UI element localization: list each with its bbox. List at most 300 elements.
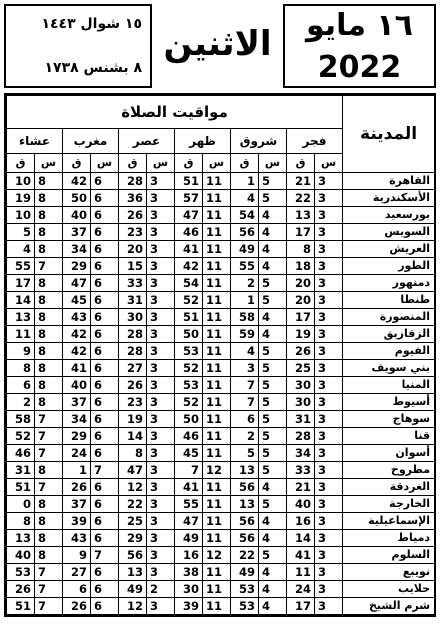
unit-hour-maghrib: س: [91, 154, 119, 173]
minute-cell-maghrib: 42: [63, 326, 91, 343]
hour-cell-isha: 8: [35, 292, 63, 309]
minute-cell-maghrib: 37: [63, 224, 91, 241]
table-row: [7, 411, 435, 428]
minute-cell-maghrib: 42: [63, 343, 91, 360]
hour-cell-shuruq: 5: [259, 343, 287, 360]
hour-cell-shuruq: 4: [259, 224, 287, 241]
minute-cell-shuruq: 56: [231, 530, 259, 547]
hour-cell-shuruq: 5: [259, 445, 287, 462]
table-row: [7, 564, 435, 581]
hour-cell-maghrib: 7: [91, 547, 119, 564]
minute-cell-maghrib: 39: [63, 513, 91, 530]
hour-cell-dhuhr: 11: [203, 190, 231, 207]
hour-cell-asr: 3: [147, 343, 175, 360]
minute-cell-dhuhr: 30: [175, 581, 203, 598]
hour-cell-dhuhr: 12: [203, 462, 231, 479]
minute-cell-asr: 49: [119, 581, 147, 598]
hour-cell-asr: 3: [147, 190, 175, 207]
minute-cell-shuruq: 2: [231, 428, 259, 445]
minute-cell-isha: 14: [7, 292, 35, 309]
hour-cell-dhuhr: 11: [203, 513, 231, 530]
hour-cell-isha: 8: [35, 190, 63, 207]
hour-cell-fajr: 3: [315, 394, 343, 411]
minute-cell-shuruq: 49: [231, 241, 259, 258]
hour-cell-isha: 8: [35, 173, 63, 190]
hour-cell-asr: 3: [147, 411, 175, 428]
hour-cell-isha: 8: [35, 275, 63, 292]
minute-cell-dhuhr: 47: [175, 207, 203, 224]
minute-cell-shuruq: 55: [231, 258, 259, 275]
hour-cell-maghrib: 6: [91, 275, 119, 292]
minute-cell-isha: 55: [7, 258, 35, 275]
minute-cell-maghrib: 40: [63, 207, 91, 224]
hour-cell-fajr: 3: [315, 275, 343, 292]
hour-cell-isha: 7: [35, 598, 63, 615]
table-row: [7, 598, 435, 615]
city-name: السويس: [343, 224, 435, 241]
minute-cell-asr: 13: [119, 564, 147, 581]
unit-hour-isha: س: [35, 154, 63, 173]
hour-cell-shuruq: 4: [259, 258, 287, 275]
minute-cell-maghrib: 29: [63, 428, 91, 445]
hour-cell-dhuhr: 11: [203, 428, 231, 445]
hour-cell-shuruq: 5: [259, 394, 287, 411]
hour-cell-shuruq: 5: [259, 190, 287, 207]
minute-cell-asr: 19: [119, 411, 147, 428]
city-name: العريش: [343, 241, 435, 258]
unit-minute-asr: ق: [119, 154, 147, 173]
hour-cell-asr: 3: [147, 241, 175, 258]
minute-cell-dhuhr: 55: [175, 496, 203, 513]
minute-cell-asr: 28: [119, 173, 147, 190]
minute-cell-dhuhr: 54: [175, 275, 203, 292]
hour-cell-maghrib: 6: [91, 513, 119, 530]
minute-cell-fajr: 17: [287, 598, 315, 615]
minute-cell-isha: 26: [7, 581, 35, 598]
hour-cell-dhuhr: 11: [203, 275, 231, 292]
minute-cell-fajr: 30: [287, 377, 315, 394]
minute-cell-asr: 33: [119, 275, 147, 292]
table-row: [7, 241, 435, 258]
hour-cell-maghrib: 6: [91, 360, 119, 377]
minute-cell-dhuhr: 51: [175, 173, 203, 190]
hour-cell-dhuhr: 11: [203, 292, 231, 309]
hour-cell-fajr: 3: [315, 479, 343, 496]
hour-cell-fajr: 3: [315, 564, 343, 581]
minute-cell-maghrib: 43: [63, 309, 91, 326]
minute-cell-dhuhr: 41: [175, 479, 203, 496]
hour-cell-fajr: 3: [315, 513, 343, 530]
minute-cell-dhuhr: 42: [175, 258, 203, 275]
minute-cell-maghrib: 27: [63, 564, 91, 581]
minute-cell-fajr: 13: [287, 207, 315, 224]
minute-cell-shuruq: 6: [231, 411, 259, 428]
minute-cell-maghrib: 37: [63, 394, 91, 411]
minute-cell-shuruq: 3: [231, 360, 259, 377]
hour-cell-dhuhr: 11: [203, 496, 231, 513]
city-name: الغردقة: [343, 479, 435, 496]
hour-cell-shuruq: 4: [259, 564, 287, 581]
hour-cell-maghrib: 6: [91, 394, 119, 411]
city-name: المنيا: [343, 377, 435, 394]
hour-cell-dhuhr: 11: [203, 445, 231, 462]
hour-cell-isha: 8: [35, 241, 63, 258]
city-name: القاهرة: [343, 173, 435, 190]
city-name: نويبع: [343, 564, 435, 581]
minute-cell-maghrib: 29: [63, 258, 91, 275]
minute-cell-asr: 27: [119, 360, 147, 377]
hour-cell-isha: 7: [35, 445, 63, 462]
hour-cell-shuruq: 4: [259, 581, 287, 598]
minute-cell-asr: 15: [119, 258, 147, 275]
hijri-coptic-date-box: [4, 4, 152, 88]
table-row: [7, 292, 435, 309]
minute-cell-maghrib: 47: [63, 275, 91, 292]
hour-cell-fajr: 3: [315, 292, 343, 309]
table-row: [7, 173, 435, 190]
city-name: المنصورة: [343, 309, 435, 326]
minute-cell-asr: 28: [119, 343, 147, 360]
city-name: شرم الشيخ: [343, 598, 435, 615]
table-row: [7, 530, 435, 547]
table-row: [7, 581, 435, 598]
hour-cell-isha: 8: [35, 496, 63, 513]
hour-cell-maghrib: 6: [91, 241, 119, 258]
hour-cell-shuruq: 5: [259, 547, 287, 564]
hour-cell-asr: 3: [147, 377, 175, 394]
table-row: [7, 445, 435, 462]
hour-cell-asr: 3: [147, 309, 175, 326]
minute-cell-isha: 52: [7, 428, 35, 445]
hour-cell-asr: 3: [147, 224, 175, 241]
city-name: السلوم: [343, 547, 435, 564]
minute-cell-shuruq: 59: [231, 326, 259, 343]
minute-cell-asr: 22: [119, 496, 147, 513]
minute-cell-dhuhr: 49: [175, 530, 203, 547]
city-name: الزقازيق: [343, 326, 435, 343]
minute-cell-maghrib: 26: [63, 598, 91, 615]
minute-cell-dhuhr: 46: [175, 428, 203, 445]
hour-cell-isha: 8: [35, 224, 63, 241]
minute-cell-isha: 6: [7, 377, 35, 394]
minute-cell-asr: 36: [119, 190, 147, 207]
hour-cell-asr: 3: [147, 496, 175, 513]
minute-cell-maghrib: 37: [63, 496, 91, 513]
unit-minute-shuruq: ق: [231, 154, 259, 173]
hour-cell-asr: 3: [147, 207, 175, 224]
hour-cell-shuruq: 4: [259, 326, 287, 343]
hour-cell-shuruq: 5: [259, 275, 287, 292]
hour-cell-isha: 7: [35, 411, 63, 428]
minute-cell-dhuhr: 41: [175, 241, 203, 258]
hour-cell-fajr: 3: [315, 377, 343, 394]
minute-cell-maghrib: 43: [63, 530, 91, 547]
hour-cell-dhuhr: 11: [203, 581, 231, 598]
minute-cell-fajr: 33: [287, 462, 315, 479]
city-name: الخارجة: [343, 496, 435, 513]
hour-cell-isha: 8: [35, 326, 63, 343]
hour-cell-shuruq: 4: [259, 309, 287, 326]
minute-cell-dhuhr: 16: [175, 547, 203, 564]
minute-cell-fajr: 30: [287, 394, 315, 411]
unit-minute-maghrib: ق: [63, 154, 91, 173]
city-column-header: المدينة: [343, 96, 435, 173]
city-name: دمياط: [343, 530, 435, 547]
minute-cell-asr: 29: [119, 530, 147, 547]
hour-cell-dhuhr: 12: [203, 547, 231, 564]
hour-cell-dhuhr: 11: [203, 258, 231, 275]
hour-cell-fajr: 3: [315, 360, 343, 377]
minute-cell-fajr: 20: [287, 275, 315, 292]
hour-cell-dhuhr: 11: [203, 598, 231, 615]
hour-cell-shuruq: 5: [259, 292, 287, 309]
hour-cell-isha: 8: [35, 462, 63, 479]
minute-cell-isha: 8: [7, 360, 35, 377]
hour-cell-fajr: 3: [315, 241, 343, 258]
table-row: [7, 479, 435, 496]
unit-hour-asr: س: [147, 154, 175, 173]
minute-cell-dhuhr: 38: [175, 564, 203, 581]
hour-cell-isha: 8: [35, 394, 63, 411]
minute-cell-asr: 26: [119, 377, 147, 394]
city-name: الطور: [343, 258, 435, 275]
minute-cell-shuruq: 13: [231, 496, 259, 513]
minute-cell-maghrib: 24: [63, 445, 91, 462]
hour-cell-dhuhr: 11: [203, 479, 231, 496]
city-name: قنا: [343, 428, 435, 445]
hour-cell-fajr: 3: [315, 428, 343, 445]
minute-cell-shuruq: 54: [231, 207, 259, 224]
hour-cell-isha: 8: [35, 309, 63, 326]
hour-cell-asr: 3: [147, 292, 175, 309]
hour-cell-isha: 7: [35, 581, 63, 598]
minute-cell-maghrib: 9: [63, 547, 91, 564]
table-row: [7, 547, 435, 564]
minute-cell-dhuhr: 45: [175, 445, 203, 462]
hour-cell-shuruq: 4: [259, 207, 287, 224]
hour-cell-dhuhr: 11: [203, 309, 231, 326]
hour-cell-fajr: 3: [315, 326, 343, 343]
minute-cell-isha: 10: [7, 207, 35, 224]
title-row: [7, 96, 435, 129]
hour-cell-fajr: 3: [315, 224, 343, 241]
hour-cell-dhuhr: 11: [203, 564, 231, 581]
minute-cell-asr: 26: [119, 207, 147, 224]
hour-cell-asr: 3: [147, 394, 175, 411]
hour-cell-isha: 7: [35, 258, 63, 275]
hour-cell-dhuhr: 11: [203, 343, 231, 360]
minute-cell-isha: 51: [7, 598, 35, 615]
minute-cell-shuruq: 4: [231, 343, 259, 360]
minute-cell-isha: 2: [7, 394, 35, 411]
minute-cell-fajr: 22: [287, 190, 315, 207]
hour-cell-maghrib: 6: [91, 377, 119, 394]
minute-cell-shuruq: 56: [231, 224, 259, 241]
hour-cell-asr: 3: [147, 479, 175, 496]
minute-cell-dhuhr: 52: [175, 394, 203, 411]
minute-cell-fajr: 11: [287, 564, 315, 581]
hour-cell-dhuhr: 11: [203, 241, 231, 258]
minute-cell-fajr: 16: [287, 513, 315, 530]
hour-cell-dhuhr: 11: [203, 411, 231, 428]
prayer-header-fajr: فجر: [287, 129, 343, 154]
hour-cell-maghrib: 6: [91, 564, 119, 581]
minute-cell-isha: 19: [7, 190, 35, 207]
hour-cell-isha: 7: [35, 479, 63, 496]
hour-cell-asr: 3: [147, 275, 175, 292]
minute-cell-asr: 28: [119, 326, 147, 343]
hour-cell-maghrib: 6: [91, 173, 119, 190]
hour-cell-maghrib: 6: [91, 190, 119, 207]
hour-cell-shuruq: 5: [259, 360, 287, 377]
minute-cell-fajr: 25: [287, 360, 315, 377]
hour-cell-asr: 3: [147, 530, 175, 547]
minute-cell-dhuhr: 50: [175, 411, 203, 428]
gregorian-date: ١٦ مايو: [306, 8, 413, 43]
hour-cell-fajr: 3: [315, 581, 343, 598]
city-name: سوهاج: [343, 411, 435, 428]
minute-cell-fajr: 21: [287, 173, 315, 190]
minute-cell-dhuhr: 51: [175, 309, 203, 326]
minute-cell-shuruq: 7: [231, 394, 259, 411]
minute-cell-dhuhr: 57: [175, 190, 203, 207]
hour-cell-fajr: 3: [315, 530, 343, 547]
prayer-header-maghrib: مغرب: [63, 129, 119, 154]
minute-cell-asr: 23: [119, 224, 147, 241]
prayer-header-dhuhr: ظهر: [175, 129, 231, 154]
hour-cell-maghrib: 6: [91, 530, 119, 547]
hour-cell-dhuhr: 11: [203, 207, 231, 224]
minute-cell-maghrib: 40: [63, 377, 91, 394]
hour-cell-asr: 3: [147, 462, 175, 479]
hour-cell-maghrib: 7: [91, 462, 119, 479]
hour-cell-asr: 3: [147, 445, 175, 462]
minute-cell-dhuhr: 39: [175, 598, 203, 615]
hour-cell-fajr: 3: [315, 343, 343, 360]
hour-cell-maghrib: 6: [91, 258, 119, 275]
table-title: مواقيت الصلاة: [7, 96, 343, 129]
minute-cell-dhuhr: 52: [175, 292, 203, 309]
city-name: حلايب: [343, 581, 435, 598]
hour-cell-asr: 3: [147, 428, 175, 445]
unit-minute-fajr: ق: [287, 154, 315, 173]
minute-cell-dhuhr: 52: [175, 360, 203, 377]
minute-cell-asr: 20: [119, 241, 147, 258]
hour-cell-shuruq: 5: [259, 428, 287, 445]
minute-cell-asr: 12: [119, 598, 147, 615]
minute-cell-shuruq: 1: [231, 173, 259, 190]
minute-cell-fajr: 19: [287, 326, 315, 343]
hour-cell-asr: 3: [147, 326, 175, 343]
hour-cell-isha: 7: [35, 428, 63, 445]
hour-cell-isha: 8: [35, 377, 63, 394]
minute-cell-maghrib: 6: [63, 581, 91, 598]
table-row: [7, 326, 435, 343]
hour-cell-fajr: 3: [315, 411, 343, 428]
hour-cell-dhuhr: 11: [203, 224, 231, 241]
minute-cell-isha: 11: [7, 326, 35, 343]
prayer-times-body: [7, 173, 435, 615]
hour-cell-dhuhr: 11: [203, 530, 231, 547]
minute-cell-isha: 9: [7, 343, 35, 360]
hour-cell-maghrib: 6: [91, 292, 119, 309]
minute-cell-asr: 8: [119, 445, 147, 462]
day-name: الاثنين: [163, 24, 272, 64]
hour-cell-asr: 3: [147, 360, 175, 377]
hour-cell-asr: 3: [147, 598, 175, 615]
minute-cell-isha: 0: [7, 496, 35, 513]
minute-cell-isha: 31: [7, 462, 35, 479]
minute-cell-maghrib: 34: [63, 411, 91, 428]
minute-cell-shuruq: 22: [231, 547, 259, 564]
hour-cell-dhuhr: 11: [203, 360, 231, 377]
hour-cell-shuruq: 5: [259, 377, 287, 394]
hour-cell-fajr: 3: [315, 445, 343, 462]
hour-cell-asr: 3: [147, 513, 175, 530]
prayer-times-table-wrapper: [4, 93, 436, 617]
table-row: [7, 513, 435, 530]
minute-cell-isha: 58: [7, 411, 35, 428]
minute-cell-asr: 47: [119, 462, 147, 479]
hour-cell-asr: 3: [147, 173, 175, 190]
unit-hour-dhuhr: س: [203, 154, 231, 173]
prayer-header-isha: عشاء: [7, 129, 63, 154]
year: 2022: [317, 50, 402, 85]
hour-cell-maghrib: 6: [91, 479, 119, 496]
minute-cell-shuruq: 2: [231, 275, 259, 292]
hour-cell-maghrib: 6: [91, 343, 119, 360]
hour-cell-dhuhr: 11: [203, 394, 231, 411]
hour-cell-shuruq: 4: [259, 530, 287, 547]
table-row: [7, 190, 435, 207]
city-name: الأسكندرية: [343, 190, 435, 207]
minute-cell-fajr: 14: [287, 530, 315, 547]
hour-cell-shuruq: 5: [259, 411, 287, 428]
minute-cell-isha: 8: [7, 513, 35, 530]
prayer-header-asr: عصر: [119, 129, 175, 154]
minute-cell-shuruq: 4: [231, 190, 259, 207]
minute-cell-isha: 17: [7, 275, 35, 292]
hour-cell-dhuhr: 11: [203, 326, 231, 343]
hour-cell-fajr: 3: [315, 207, 343, 224]
minute-cell-shuruq: 53: [231, 581, 259, 598]
city-name: مطروح: [343, 462, 435, 479]
minute-cell-maghrib: 45: [63, 292, 91, 309]
hour-cell-shuruq: 4: [259, 479, 287, 496]
minute-cell-fajr: 8: [287, 241, 315, 258]
hour-cell-maghrib: 6: [91, 581, 119, 598]
minute-cell-fajr: 24: [287, 581, 315, 598]
hour-cell-asr: 3: [147, 547, 175, 564]
minute-cell-fajr: 41: [287, 547, 315, 564]
minute-cell-dhuhr: 7: [175, 462, 203, 479]
table-row: [7, 207, 435, 224]
hour-cell-isha: 8: [35, 547, 63, 564]
minute-cell-fajr: 34: [287, 445, 315, 462]
city-name: أسوان: [343, 445, 435, 462]
minute-cell-fajr: 18: [287, 258, 315, 275]
hour-cell-asr: 2: [147, 581, 175, 598]
hour-cell-maghrib: 6: [91, 428, 119, 445]
minute-cell-fajr: 26: [287, 343, 315, 360]
minute-cell-asr: 25: [119, 513, 147, 530]
hour-cell-shuruq: 4: [259, 513, 287, 530]
table-row: [7, 394, 435, 411]
hour-cell-isha: 8: [35, 343, 63, 360]
hour-cell-isha: 7: [35, 564, 63, 581]
hour-cell-fajr: 3: [315, 173, 343, 190]
hour-cell-asr: 3: [147, 564, 175, 581]
